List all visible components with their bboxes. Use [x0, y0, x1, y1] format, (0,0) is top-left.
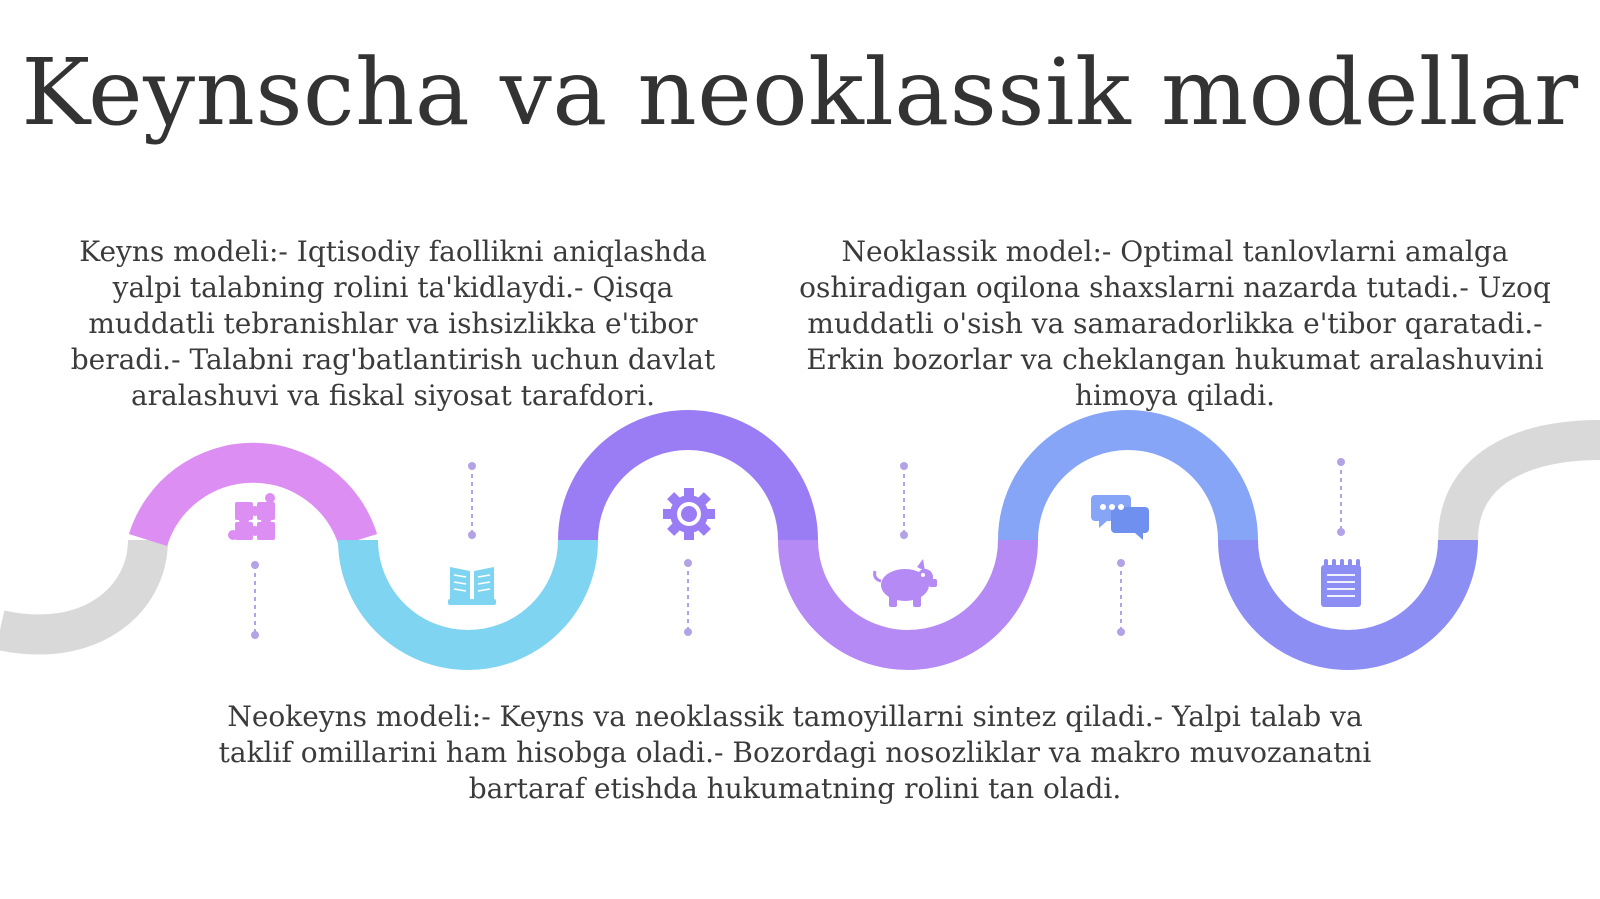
keynes-model-text: Keyns modeli:- Iqtisodiy faollikni aniqlashda yalpi talabning rolini ta'kidlaydi.- Qisqa muddatli tebranishlar va ishsizlikka e'tibor beradi.- Talabni rag'batlantirish uchun davlat aralashuvi va fiskal siyosat tarafdori. — [70, 235, 716, 412]
timeline-segment-start — [0, 540, 148, 634]
connector-2 — [468, 462, 476, 539]
neokeynes-model-text: Neokeyns modeli:- Keyns va neoklassik tamoyillarni sintez qiladi.- Yalpi talab va taklif omillarini ham hisobga oladi.- Bozordagi nosozliklar va makro muvozanatni bartaraf etishda hukumatning rolini tan oladi. — [218, 700, 1372, 805]
connector-1 — [251, 561, 259, 639]
notepad-icon — [1321, 559, 1361, 607]
connector-5 — [1117, 559, 1125, 636]
chat-icon — [1091, 495, 1149, 540]
puzzle-icon — [228, 493, 275, 540]
connector-4 — [900, 462, 908, 539]
connector-3 — [684, 559, 692, 636]
connector-6 — [1337, 458, 1345, 536]
neoclassical-model-text: Neoklassik model:- Optimal tanlovlarni amalga oshiradigan oqilona shaxslarni nazarda tutadi.- Uzoq muddatli o'sish va samaradorlikka e'tibor qaratadi.- Erkin bozorlar va cheklangan hukumat aralashuvini himoya qiladi. — [799, 235, 1551, 412]
slide-title: Keynscha va neoklassik modellar — [21, 39, 1579, 146]
piggy-bank-icon — [875, 559, 937, 607]
book-icon — [448, 567, 496, 605]
gear-icon — [663, 488, 715, 540]
timeline-segment-end — [1458, 440, 1600, 540]
